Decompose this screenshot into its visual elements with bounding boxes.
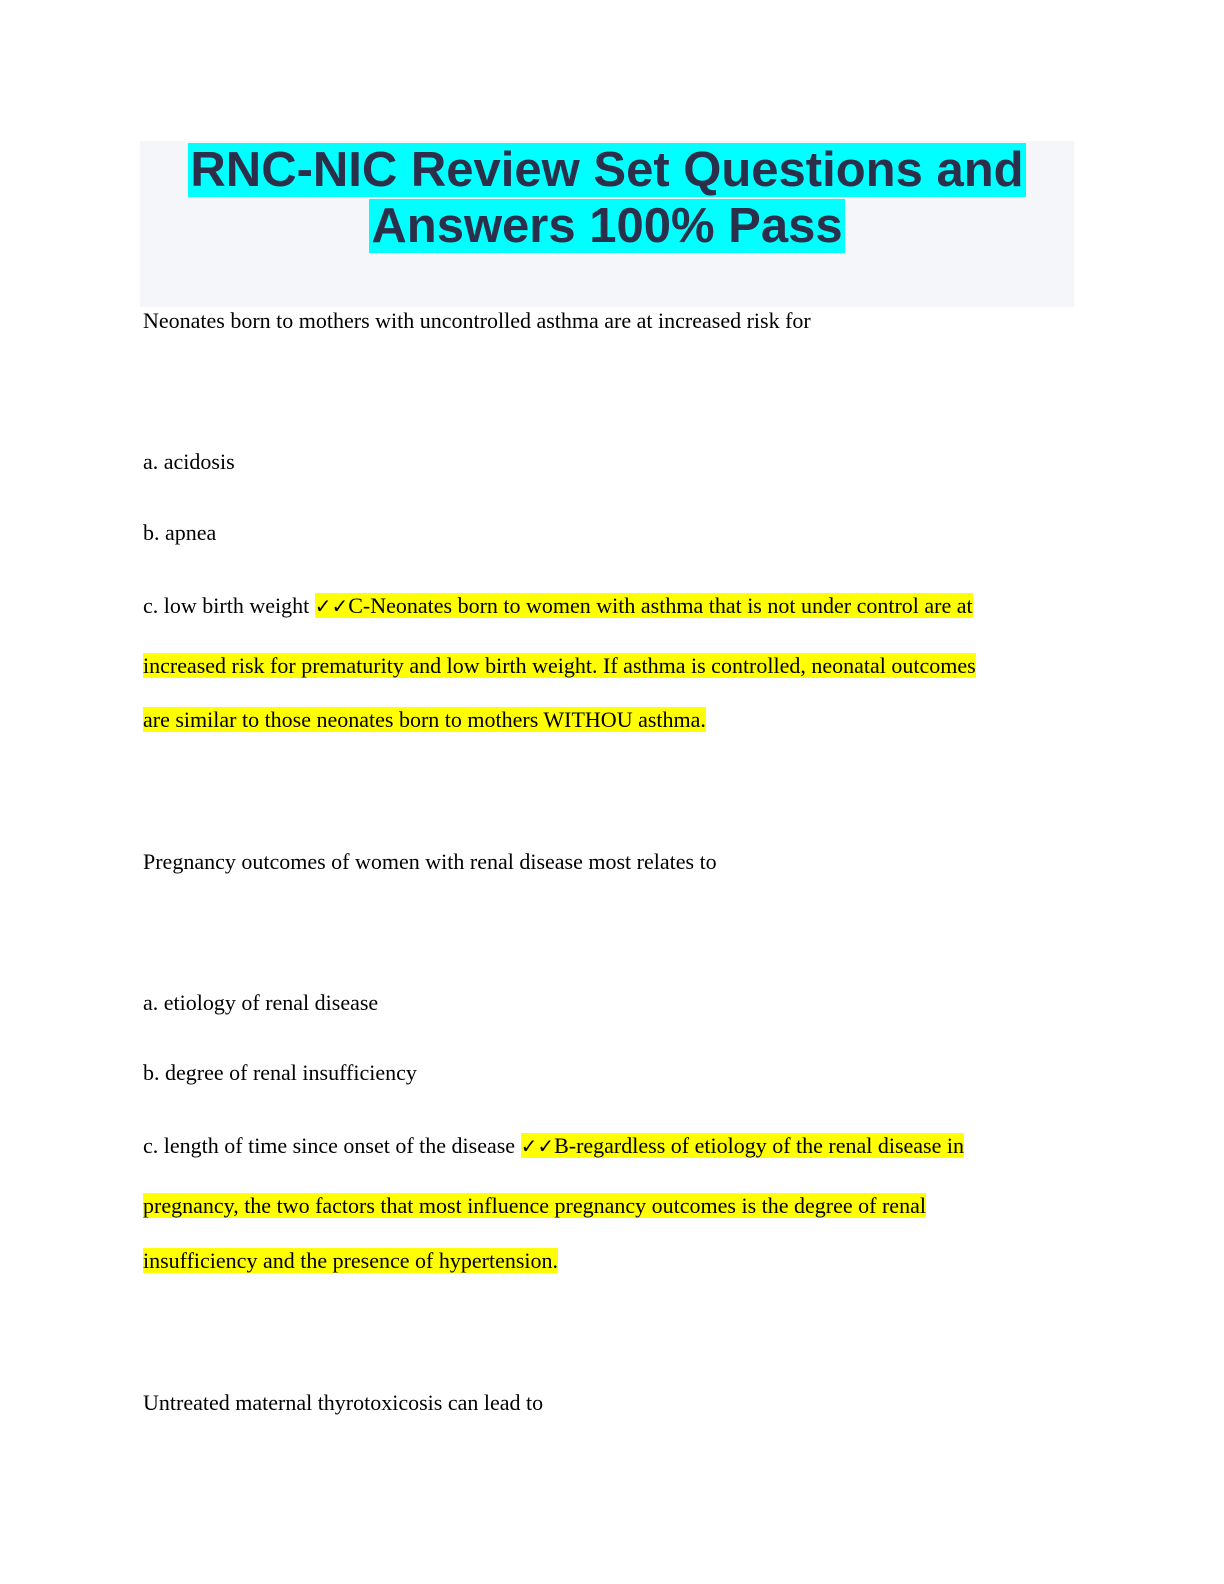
question-2-answer-line-1: B-regardless of etiology of the renal disease in	[554, 1133, 964, 1158]
question-1-option-c: c. low birth weight	[143, 593, 310, 618]
question-2-answer-highlight-1	[521, 1133, 964, 1158]
page-title-line-2	[140, 198, 1074, 254]
title-box	[140, 141, 1074, 307]
question-1-answer-line-3: are similar to those neonates born to mothers WITHOU asthma.	[143, 707, 706, 732]
question-1-answer-line-1: C-Neonates born to women with asthma that is not under control are at	[348, 593, 973, 618]
check-icon: ✓✓	[314, 594, 349, 618]
question-2-stem: Pregnancy outcomes of women with renal disease most relates to	[143, 849, 717, 874]
question-2-answer-line-3: insufficiency and the presence of hypertension.	[143, 1248, 559, 1273]
page-title-text-1: RNC-NIC Review Set Questions and	[190, 143, 1024, 197]
question-1-answer-highlight-1	[315, 593, 973, 618]
page-title-text-2: Answers 100% Pass	[371, 199, 843, 253]
question-1-option-a: a. acidosis	[143, 449, 235, 474]
check-icon: ✓✓	[520, 1134, 555, 1158]
question-2-option-c: c. length of time since onset of the disease	[143, 1133, 516, 1158]
question-1-option-b: b. apnea	[143, 520, 217, 545]
question-1-option-c-row	[143, 592, 973, 620]
question-2-answer-row-2	[143, 1192, 926, 1220]
question-2-option-c-row	[143, 1132, 964, 1160]
question-2-answer-line-2: pregnancy, the two factors that most influence pregnancy outcomes is the degree of renal	[143, 1193, 926, 1218]
page-title-line-1	[140, 142, 1074, 198]
question-1-stem: Neonates born to mothers with uncontrolled asthma are at increased risk for	[143, 308, 811, 333]
question-2-answer-row-3	[143, 1247, 558, 1275]
question-1-answer-row-3	[143, 706, 706, 734]
question-3-stem: Untreated maternal thyrotoxicosis can lead to	[143, 1390, 544, 1415]
question-2-option-b: b. degree of renal insufficiency	[143, 1060, 417, 1085]
question-2-option-a: a. etiology of renal disease	[143, 990, 379, 1015]
question-1-answer-line-2: increased risk for prematurity and low birth weight. If asthma is controlled, neonatal outcomes	[143, 653, 976, 678]
question-1-answer-row-2	[143, 652, 976, 680]
